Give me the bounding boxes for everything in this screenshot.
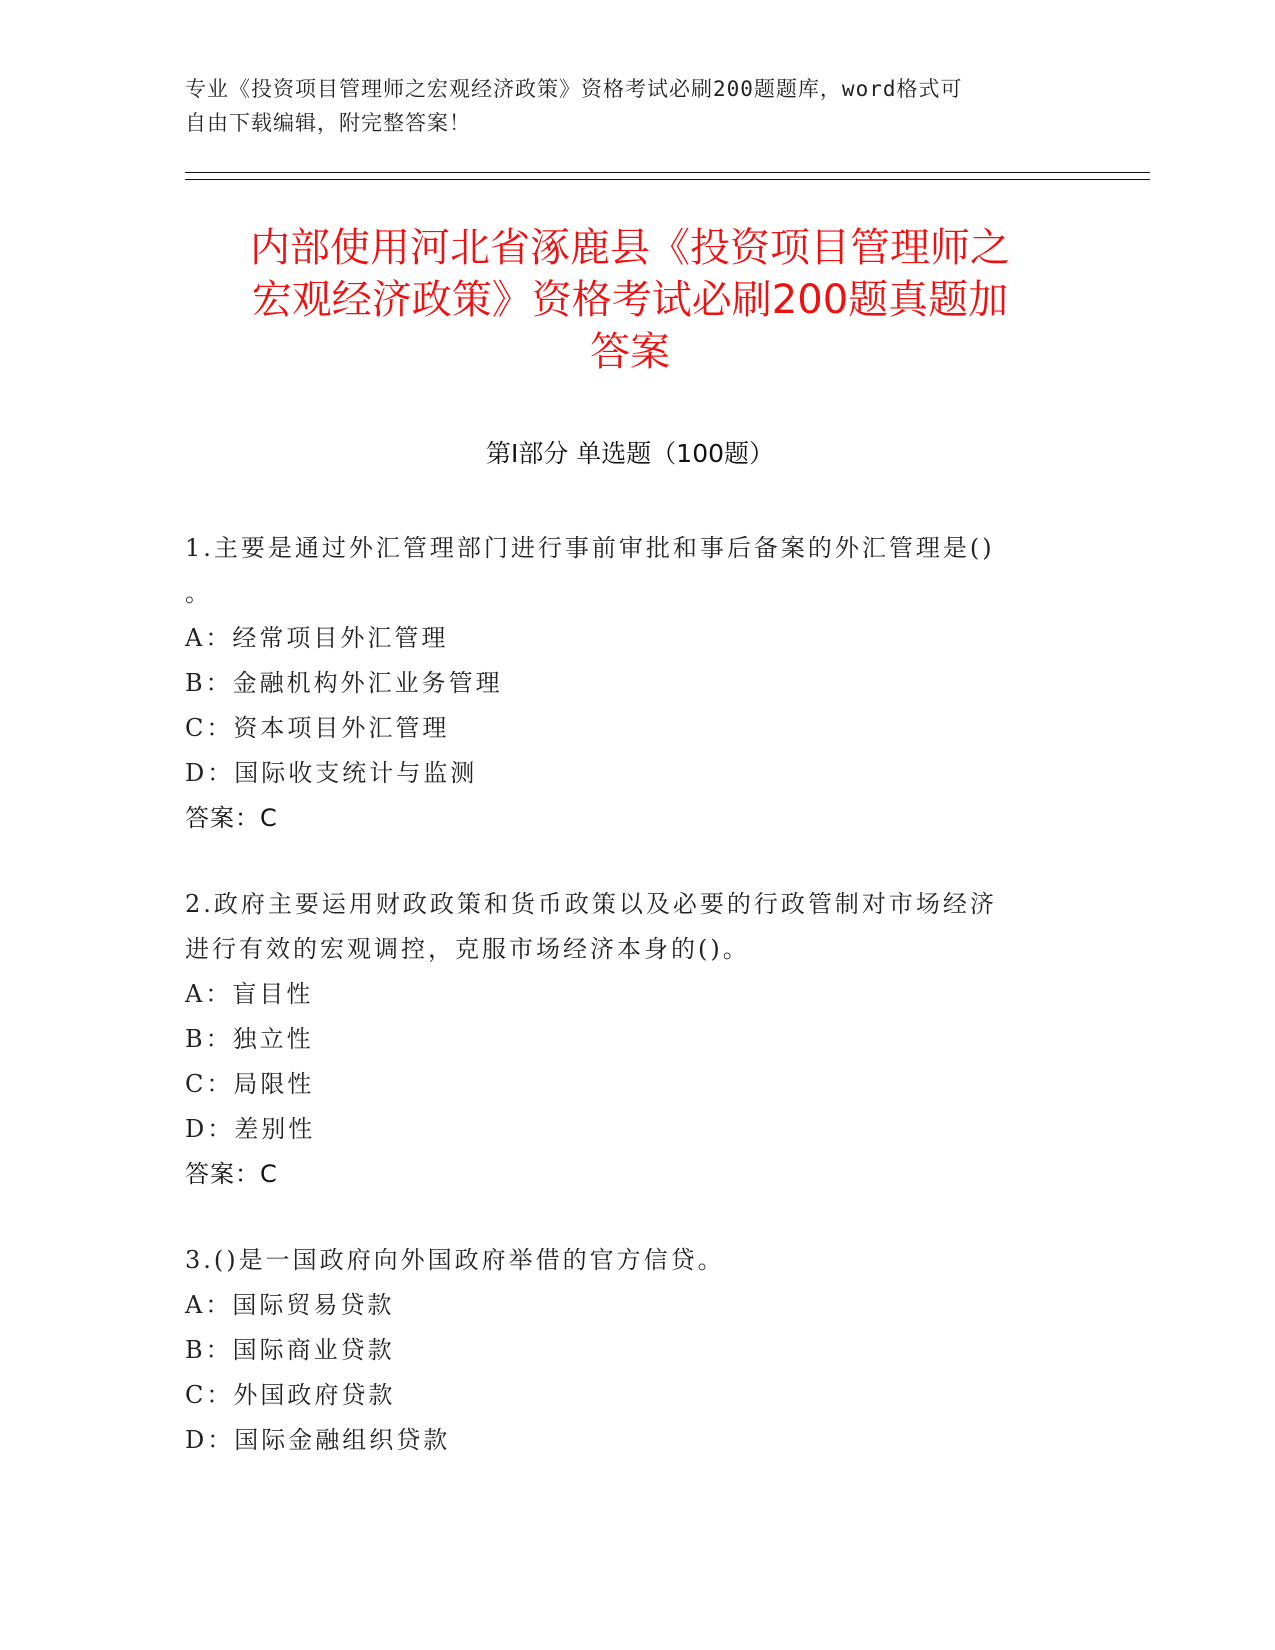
- option-c: C：局限性: [185, 1070, 315, 1098]
- header-divider: [185, 179, 1150, 180]
- option-b: B：独立性: [185, 1025, 314, 1053]
- question-stem: 3.()是一国政府向外国政府举借的官方信贷。: [185, 1246, 725, 1274]
- answer: 答案：C: [185, 1160, 278, 1188]
- option-d: D：差别性: [185, 1115, 316, 1143]
- question-stem: 2.政府主要运用财政政策和货币政策以及必要的行政管制对市场经济: [185, 890, 997, 918]
- header-note: [185, 72, 1065, 140]
- option-b: B：国际商业贷款: [185, 1336, 395, 1364]
- title-line: 内部使用河北省涿鹿县《投资项目管理师之: [250, 225, 1010, 271]
- option-a: A：国际贸易贷款: [185, 1291, 395, 1319]
- section-title: 第Ⅰ部分 单选题（100题）: [485, 439, 775, 468]
- option-b: B：金融机构外汇业务管理: [185, 669, 503, 697]
- question-3: [185, 1238, 1085, 1463]
- option-c: C：外国政府贷款: [185, 1381, 396, 1409]
- answer: 答案：C: [185, 804, 278, 832]
- header-note-line: 专业《投资项目管理师之宏观经济政策》资格考试必刷200题题库，word格式可: [185, 77, 963, 101]
- option-a: A：盲目性: [185, 980, 314, 1008]
- document-title: [185, 222, 1075, 378]
- option-a: A：经常项目外汇管理: [185, 624, 449, 652]
- question-stem: 。: [185, 579, 212, 607]
- title-line: 宏观经济政策》资格考试必刷200题真题加: [251, 277, 1009, 323]
- option-d: D：国际收支统计与监测: [185, 759, 478, 787]
- header-divider: [185, 172, 1150, 173]
- option-c: C：资本项目外汇管理: [185, 714, 450, 742]
- question-stem: 进行有效的宏观调控，克服市场经济本身的()。: [185, 935, 750, 963]
- question-1: [185, 526, 1085, 841]
- header-note-line: 自由下载编辑，附完整答案！: [185, 111, 471, 135]
- option-d: D：国际金融组织贷款: [185, 1426, 451, 1454]
- title-line: 答案: [590, 329, 670, 375]
- question-stem: 1.主要是通过外汇管理部门进行事前审批和事后备案的外汇管理是(): [185, 534, 995, 562]
- question-2: [185, 882, 1085, 1197]
